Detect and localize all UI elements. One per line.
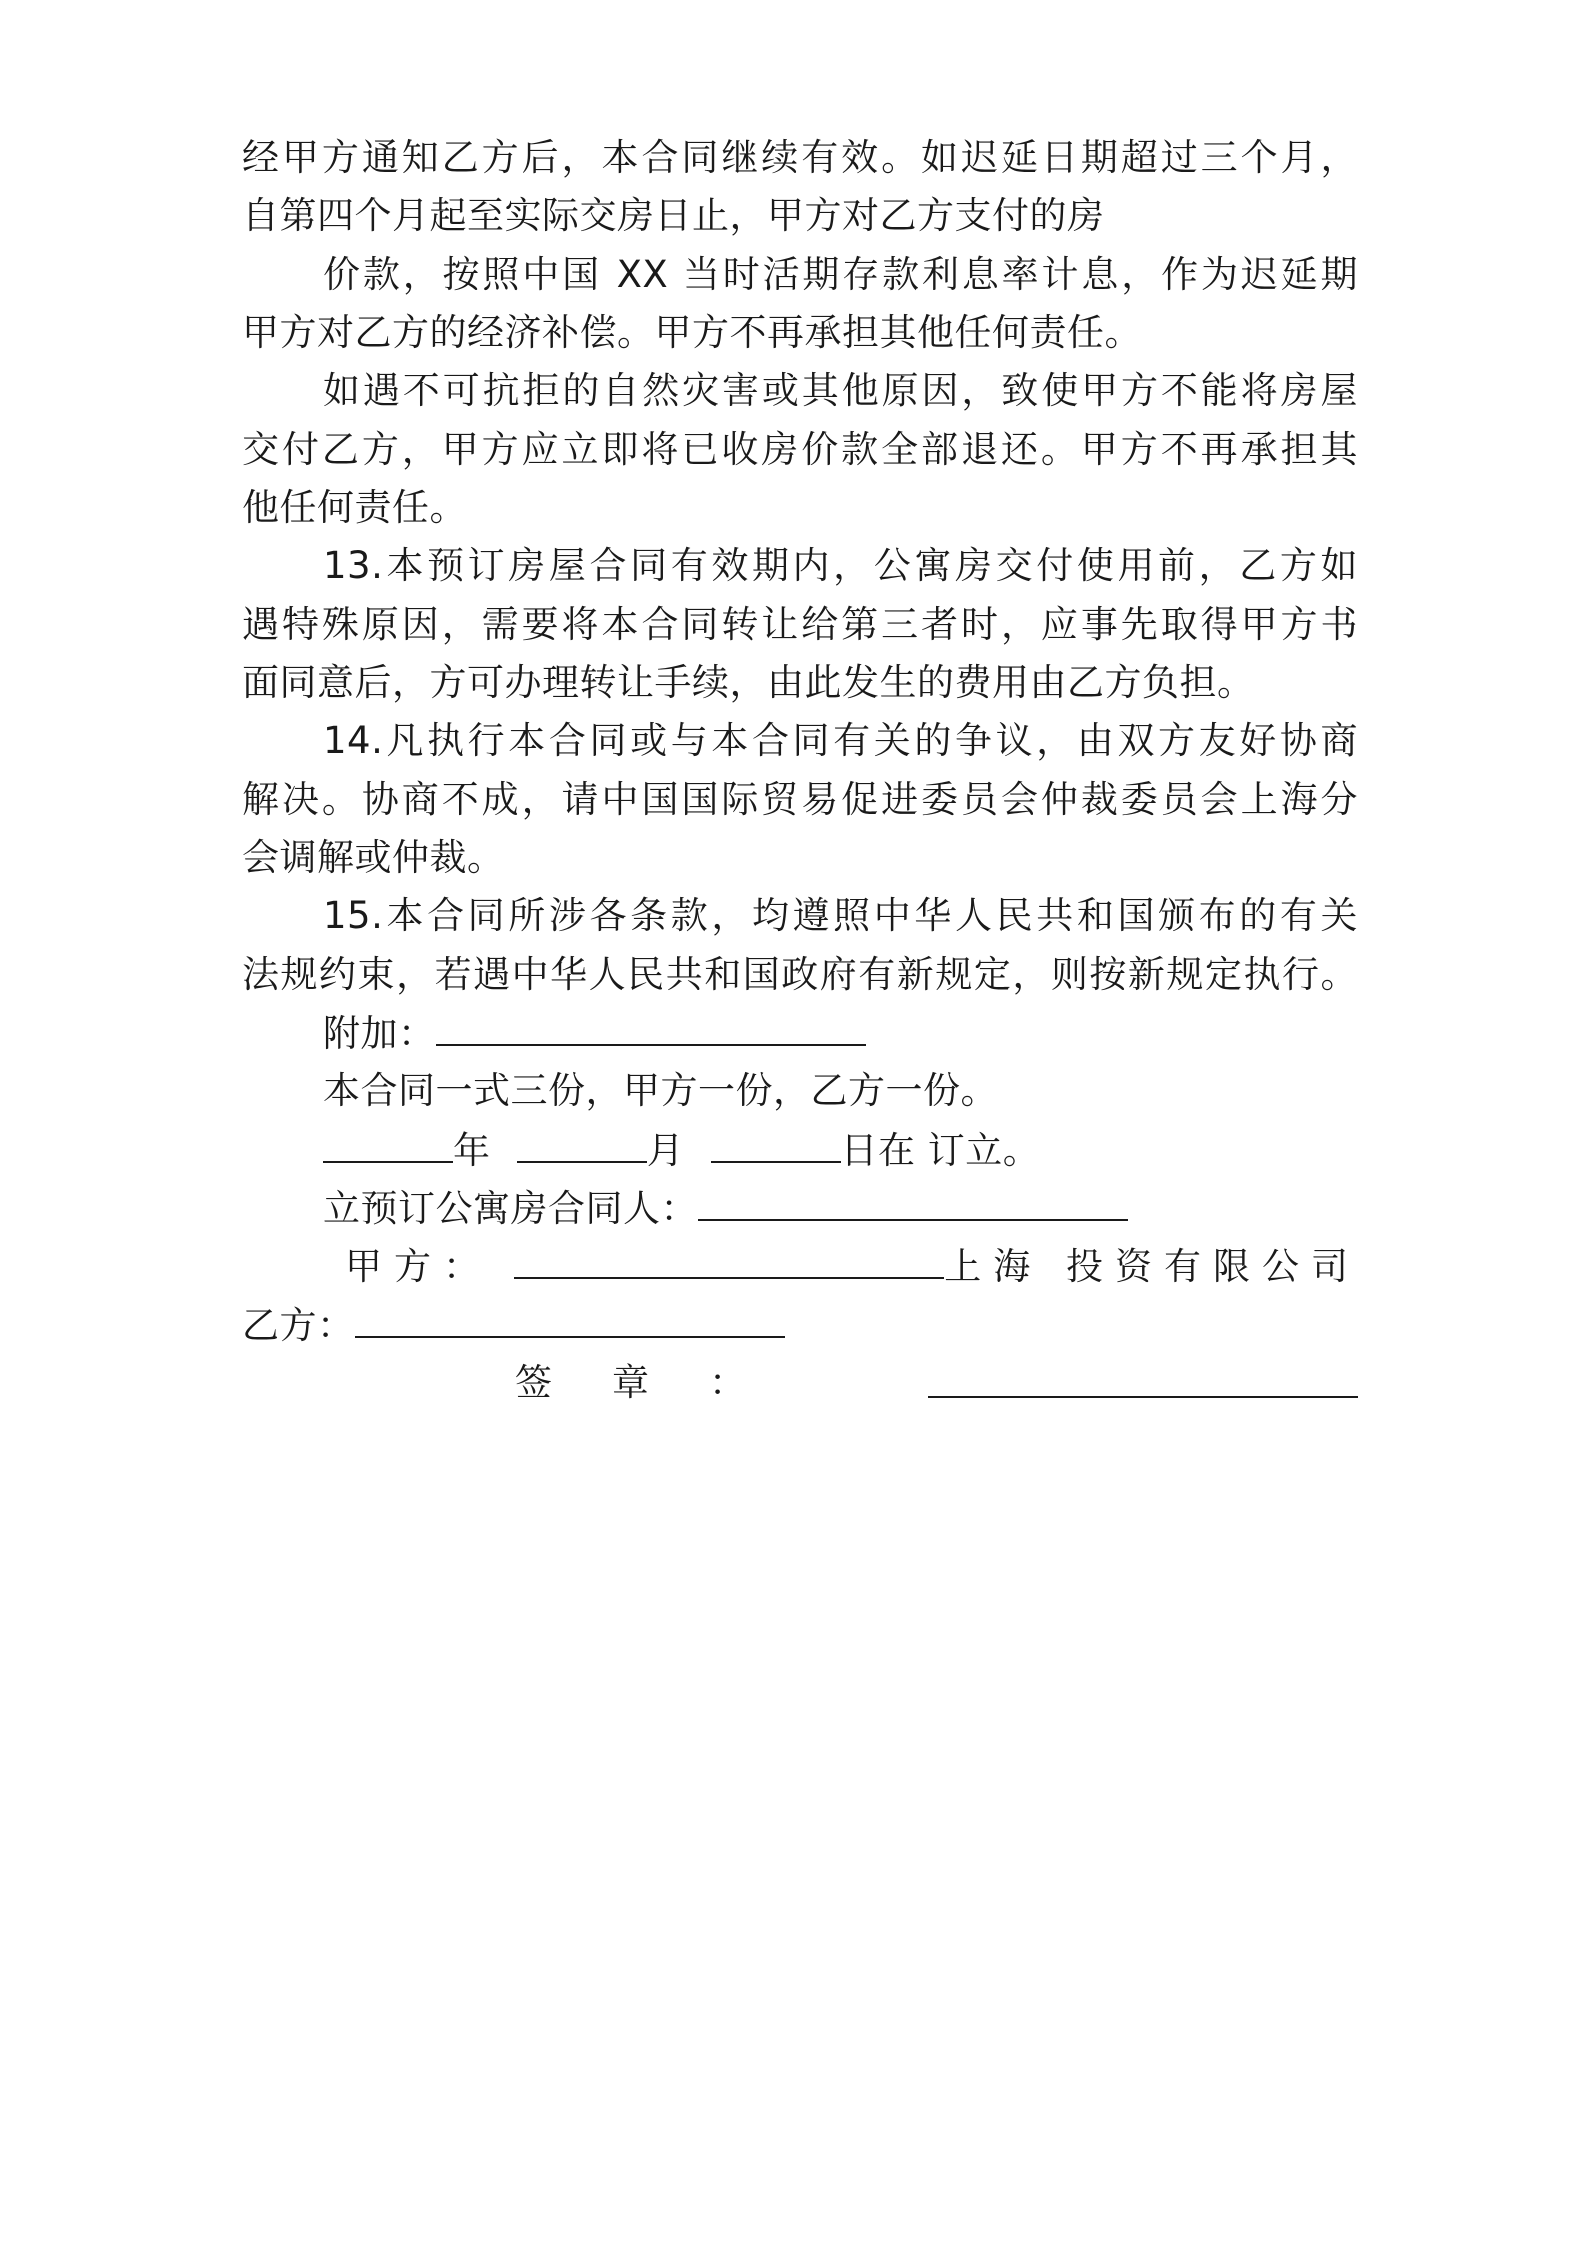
month-blank xyxy=(517,1125,647,1163)
paragraph-line: 经甲方通知乙方后，本合同继续有效。如迟延日期超过三个月， xyxy=(242,136,1358,179)
signatories-line xyxy=(323,1183,1358,1233)
date-year-label: 年 xyxy=(453,1129,491,1172)
party-b-line xyxy=(242,1300,1358,1350)
date-line xyxy=(323,1125,1358,1175)
day-blank xyxy=(711,1125,841,1163)
paragraph-line: 自第四个月起至实际交房日止，甲方对乙方支付的房 xyxy=(242,194,1105,237)
paragraph-line: 他任何责任。 xyxy=(242,486,467,529)
paragraph-line: 15.本合同所涉各条款，均遵照中华人民共和国颁布的有关 xyxy=(323,894,1358,937)
paragraph-line: 价款，按照中国 XX 当时活期存款利息率计息，作为迟延期 xyxy=(323,253,1358,296)
party-a-blank xyxy=(514,1241,944,1279)
paragraph-line: 解决。协商不成，请中国国际贸易促进委员会仲裁委员会上海分 xyxy=(242,778,1358,821)
paragraph-line: 13.本预订房屋合同有效期内，公寓房交付使用前，乙方如 xyxy=(323,544,1358,587)
paragraph-line: 甲方对乙方的经济补偿。甲方不再承担其他任何责任。 xyxy=(242,311,1142,354)
attachment-blank xyxy=(436,1008,866,1046)
paragraph-line: 交付乙方，甲方应立即将已收房价款全部退还。甲方不再承担其 xyxy=(242,428,1358,471)
paragraph-line: 法规约束，若遇中华人民共和国政府有新规定，则按新规定执行。 xyxy=(242,953,1358,996)
date-day-label: 日在 订立。 xyxy=(840,1129,1041,1172)
copies-line: 本合同一式三份，甲方一份，乙方一份。 xyxy=(323,1069,998,1112)
party-a-line xyxy=(345,1241,1361,1291)
year-blank xyxy=(323,1125,453,1163)
party-b-label: 乙方： xyxy=(242,1304,355,1347)
party-a-label: 甲方： xyxy=(345,1245,492,1288)
party-a-company: 上海 投资有限公司 xyxy=(944,1245,1361,1288)
signatories-blank xyxy=(698,1183,1128,1221)
signatories-label: 立预订公寓房合同人： xyxy=(323,1187,698,1230)
date-month-label: 月 xyxy=(646,1129,685,1172)
paragraph-line: 面同意后，方可办理转让手续，由此发生的费用由乙方负担。 xyxy=(242,661,1255,704)
seal-line xyxy=(515,1358,1358,1408)
paragraph-line: 14.凡执行本合同或与本合同有关的争议，由双方友好协商 xyxy=(323,719,1358,762)
paragraph-line: 如遇不可抗拒的自然灾害或其他原因，致使甲方不能将房屋 xyxy=(323,369,1358,412)
paragraph-line: 会调解或仲裁。 xyxy=(242,836,505,879)
party-b-blank xyxy=(355,1300,785,1338)
seal-blank xyxy=(928,1360,1358,1398)
paragraph-line: 遇特殊原因，需要将本合同转让给第三者时，应事先取得甲方书 xyxy=(242,603,1358,646)
attachment-line xyxy=(323,1008,1358,1058)
attachment-label: 附加： xyxy=(323,1012,436,1055)
seal-label: 签章： xyxy=(515,1361,806,1404)
